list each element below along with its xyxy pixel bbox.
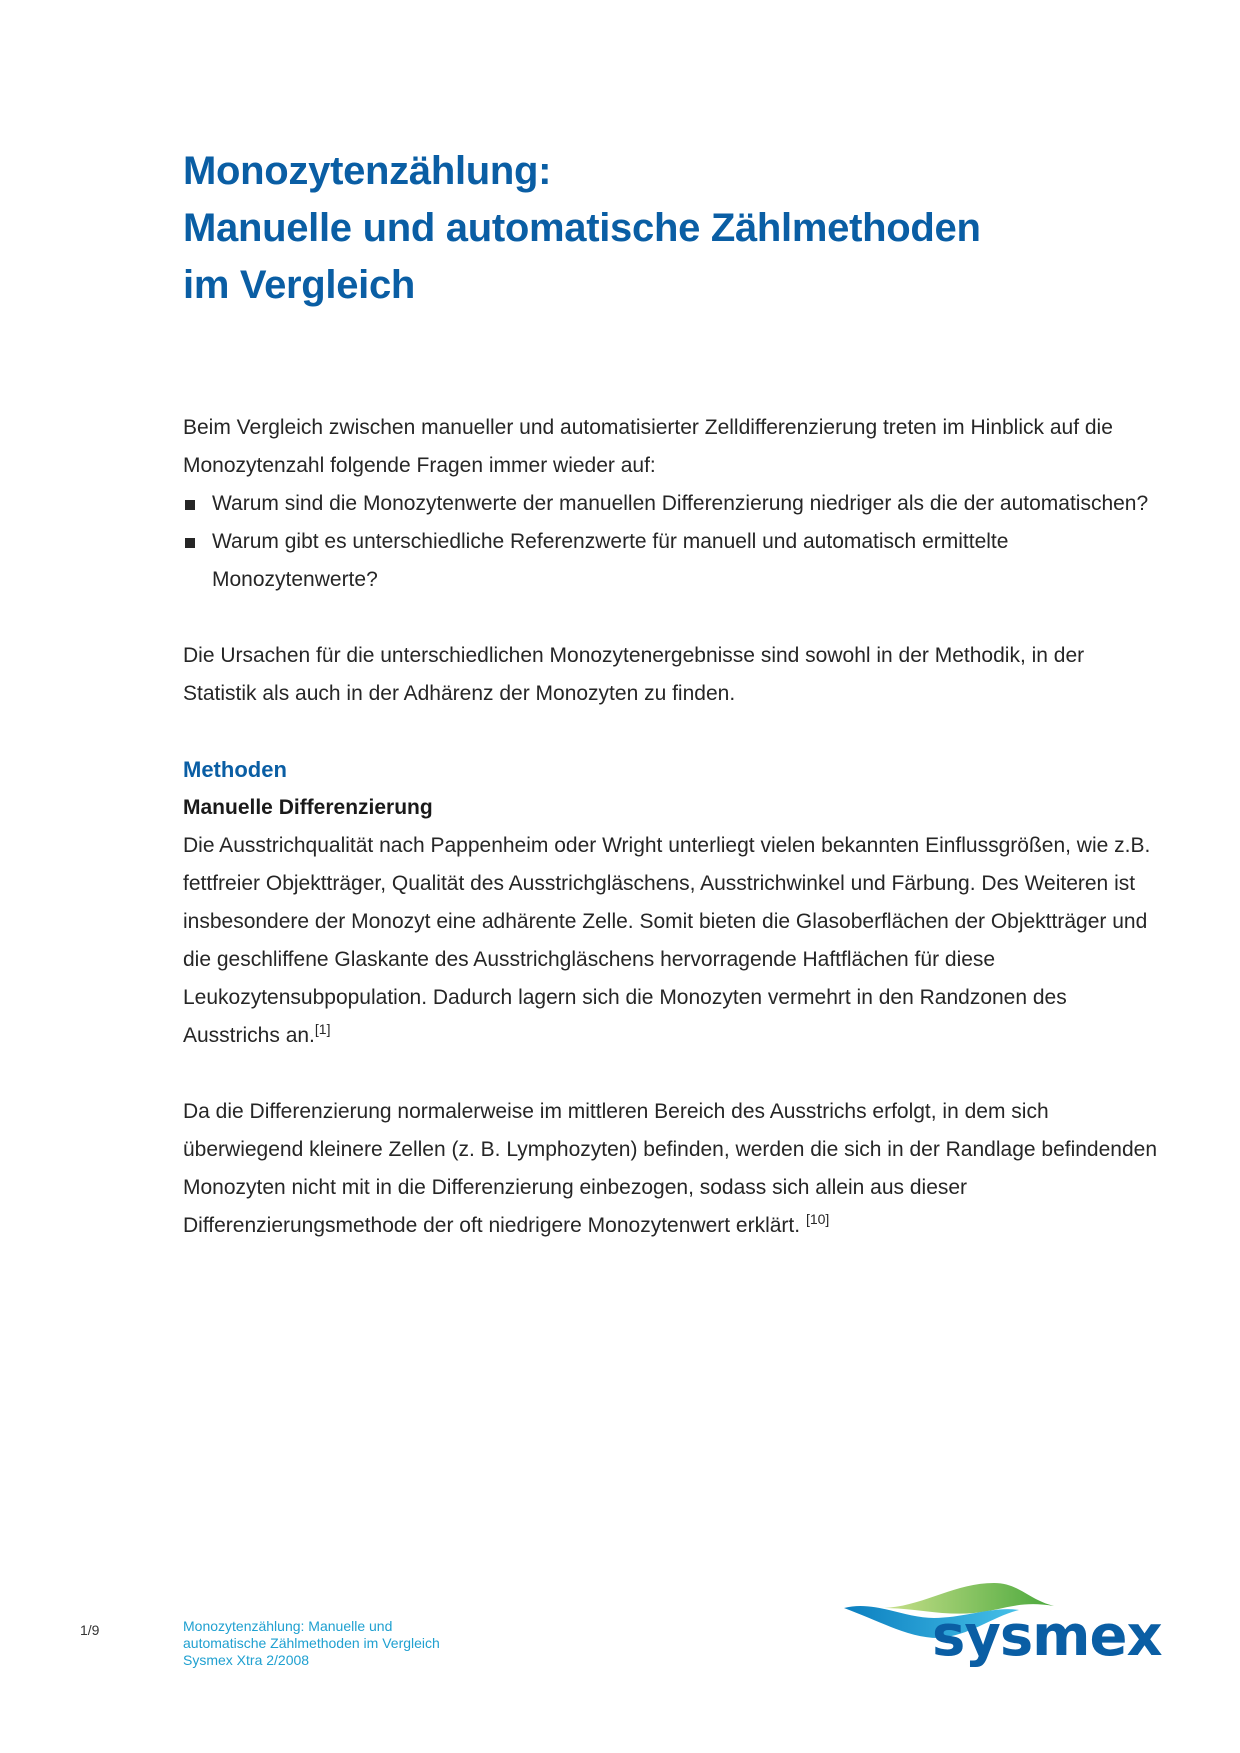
paragraph-text: Die Ausstrichqualität nach Pappenheim oder Wright unterliegt vielen bekannten Einflussgrößen, wie z.B. fettfreier Objektträger, Qualität des Ausstrichgläschens, Ausstrichwinkel und Färbung. Des Weiteren ist insbesondere der Monozyt eine adhärente Zelle. Somit bieten die Glasoberflächen der Objektträger und die geschliffene Glaskante des Ausstrichgläschens hervorragende Haftflächen für diese Leukozytensubpopulation. Dadurch lagern sich die Monozyten vermehrt in den Randzonen des Ausstrichs an. xyxy=(183,834,1151,1047)
list-item-text: Warum gibt es unterschiedliche Referenzwerte für manuell und automatisch ermittelte Monozytenwerte? xyxy=(212,530,1009,591)
footer-line-1: Monozytenzählung: Manuelle und xyxy=(183,1618,393,1634)
list-item-text: Warum sind die Monozytenwerte der manuellen Differenzierung niedriger als die der automatischen? xyxy=(212,492,1149,515)
question-list xyxy=(183,485,1158,599)
paragraph-text: Da die Differenzierung normalerweise im mittleren Bereich des Ausstrichs erfolgt, in dem sich überwiegend kleinere Zellen (z. B. Lymphozyten) befinden, werden die sich in der Randlage befindenden Monozyten nicht mit in die Differenzierung einbezogen, sodass sich allein aus dieser Differenzierungsmethode der oft niedrigere Monozytenwert erklärt. xyxy=(183,1100,1157,1237)
title-line-1: Monozytenzählung: xyxy=(183,149,552,193)
bullet-square-icon xyxy=(185,500,195,510)
reference-marker: [10] xyxy=(805,1211,830,1227)
causes-paragraph: Die Ursachen für die unterschiedlichen Monozytenergebnisse sind sowohl in der Methodik, in der Statistik als auch in der Adhärenz der Monozyten zu finden. xyxy=(183,644,1085,705)
bullet-square-icon xyxy=(185,538,195,548)
list-item xyxy=(183,485,1158,523)
subsection-heading: Manuelle Differenzierung xyxy=(183,796,433,819)
sysmex-logo-wordmark: sysmex xyxy=(932,1604,1162,1669)
title-line-3: im Vergleich xyxy=(183,263,416,307)
methods-paragraph-2 xyxy=(183,1093,1158,1245)
footer-citation xyxy=(183,1618,440,1669)
reference-marker: [1] xyxy=(314,1021,331,1037)
title-line-2: Manuelle und automatische Zählmethoden xyxy=(183,206,981,250)
article-body xyxy=(183,409,1158,1245)
footer-line-2: automatische Zählmethoden im Vergleich xyxy=(183,1635,440,1651)
intro-paragraph: Beim Vergleich zwischen manueller und automatisierter Zelldifferenzierung treten im Hinblick auf die Monozytenzahl folgende Fragen immer wieder auf: xyxy=(183,416,1113,477)
footer-line-3: Sysmex Xtra 2/2008 xyxy=(183,1652,310,1668)
page-title xyxy=(183,143,1163,314)
section-heading: Methoden xyxy=(183,757,287,782)
page-number: 1/9 xyxy=(80,1622,100,1638)
list-item xyxy=(183,523,1158,599)
methods-paragraph-1 xyxy=(183,827,1158,1055)
